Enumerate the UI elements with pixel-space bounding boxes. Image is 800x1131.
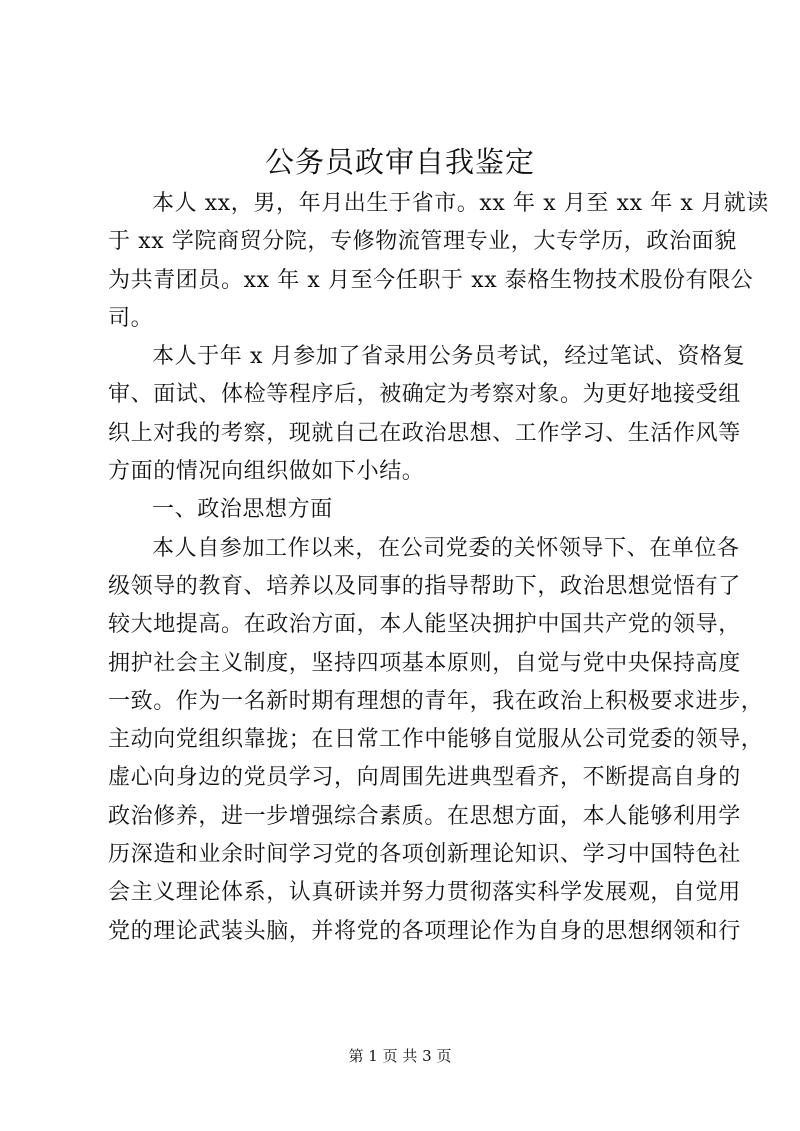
page-footer: 第 1 页 共 3 页 (348, 1047, 452, 1065)
paragraph-line: 为共青团员。xx 年 x 月至今任职于 xx 泰格生物技术股份有限公 (108, 267, 754, 293)
paragraph (108, 530, 764, 951)
paragraph-line: 历深造和业余时间学习党的各项创新理论知识、学习中国特色社 (108, 842, 741, 868)
paragraph-line: 较大地提高。在政治方面，本人能坚决拥护中国共产党的领导， (108, 612, 741, 638)
paragraph-line: 一致。作为一名新时期有理想的青年，我在政治上积极要求进步， (108, 688, 764, 714)
paragraph-line: 审、面试、体检等程序后，被确定为考察对象。为更好地接受组 (108, 382, 741, 408)
paragraph-line: 会主义理论体系，认真研读并努力贯彻落实科学发展观，自觉用 (108, 880, 741, 906)
paragraph-line: 级领导的教育、培养以及同事的指导帮助下，政治思想觉悟有了 (108, 573, 741, 599)
paragraph-line: 党的理论武装头脑，并将党的各项理论作为自身的思想纲领和行 (108, 918, 741, 944)
paragraph-line: 方面的情况向组织做如下小结。 (108, 459, 425, 485)
paragraph-line: 本人 xx，男，年月出生于省市。xx 年 x 月至 xx 年 x 月就读 (152, 191, 769, 216)
paragraph-line: 一、政治思想方面 (152, 497, 333, 523)
paragraph-line: 主动向党组织靠拢；在日常工作中能够自觉服从公司党委的领导， (108, 727, 764, 753)
paragraph-line: 本人自参加工作以来，在公司党委的关怀领导下、在单位各 (152, 535, 740, 561)
paragraph-line: 政治修养，进一步增强综合素质。在思想方面，本人能够利用学 (108, 803, 741, 829)
paragraph-line: 织上对我的考察，现就自己在政治思想、工作学习、生活作风等 (108, 420, 741, 446)
paragraph-line: 于 xx 学院商贸分院，专修物流管理专业，大专学历，政治面貌 (108, 229, 737, 255)
paragraph-line: 司。 (108, 305, 154, 331)
paragraph-line: 拥护社会主义制度，坚持四项基本原则，自觉与党中央保持高度 (108, 650, 741, 676)
paragraph-line: 虚心向身边的党员学习，向周围先进典型看齐，不断提高自身的 (108, 765, 741, 791)
paragraph (108, 491, 708, 529)
paragraph (108, 338, 746, 491)
paragraph (108, 185, 769, 338)
document-title: 公务员政审自我鉴定 (264, 145, 535, 179)
paragraph-line: 本人于年 x 月参加了省录用公务员考试，经过笔试、资格复 (152, 344, 746, 370)
